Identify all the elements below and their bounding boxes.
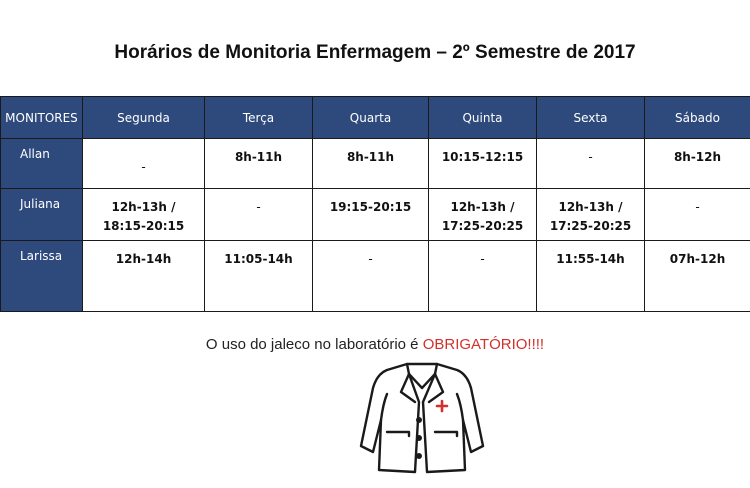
header-day-quinta: Quinta xyxy=(429,97,537,139)
header-day-sexta: Sexta xyxy=(537,97,645,139)
schedule-cell: - xyxy=(313,241,429,312)
lab-coat-icon xyxy=(357,358,487,478)
schedule-cell: - xyxy=(645,189,750,241)
schedule-cell: 12h-13h / 18:15-20:15 xyxy=(83,189,205,241)
notice-emphasis: OBRIGATÓRIO!!!! xyxy=(422,336,545,353)
schedule-cell: 8h-11h xyxy=(205,139,313,189)
table-row xyxy=(1,189,750,241)
schedule-cell: 11:05-14h xyxy=(205,241,313,312)
schedule-cell: 07h-12h xyxy=(645,241,750,312)
header-day-sabado: Sábado xyxy=(645,97,750,139)
header-row xyxy=(1,97,750,139)
schedule-cell: - xyxy=(205,189,313,241)
monitor-name: Allan xyxy=(1,139,83,189)
header-day-segunda: Segunda xyxy=(83,97,205,139)
table-row xyxy=(1,241,750,312)
notice-text: O uso do jaleco no laboratório é xyxy=(205,336,423,353)
schedule-cell: 12h-13h / 17:25-20:25 xyxy=(429,189,537,241)
table-row xyxy=(1,139,750,189)
schedule-cell: 8h-11h xyxy=(313,139,429,189)
schedule-cell: 19:15-20:15 xyxy=(313,189,429,241)
schedule-cell: - xyxy=(537,139,645,189)
schedule-cell: 12h-14h xyxy=(83,241,205,312)
page-title: Horários de Monitoria Enfermagem – 2º Semestre de 2017 xyxy=(114,42,636,63)
header-day-quarta: Quarta xyxy=(313,97,429,139)
monitor-name: Larissa xyxy=(1,241,83,312)
monitor-name: Juliana xyxy=(1,189,83,241)
schedule-cell: 11:55-14h xyxy=(537,241,645,312)
schedule-cell: - xyxy=(429,241,537,312)
schedule-cell: 12h-13h / 17:25-20:25 xyxy=(537,189,645,241)
schedule-cell: - xyxy=(83,139,205,189)
header-monitors: MONITORES xyxy=(1,97,83,139)
header-day-terca: Terça xyxy=(205,97,313,139)
lab-coat-notice xyxy=(0,336,750,353)
schedule-cell: 8h-12h xyxy=(645,139,750,189)
schedule-table xyxy=(0,96,750,312)
schedule-cell: 10:15-12:15 xyxy=(429,139,537,189)
